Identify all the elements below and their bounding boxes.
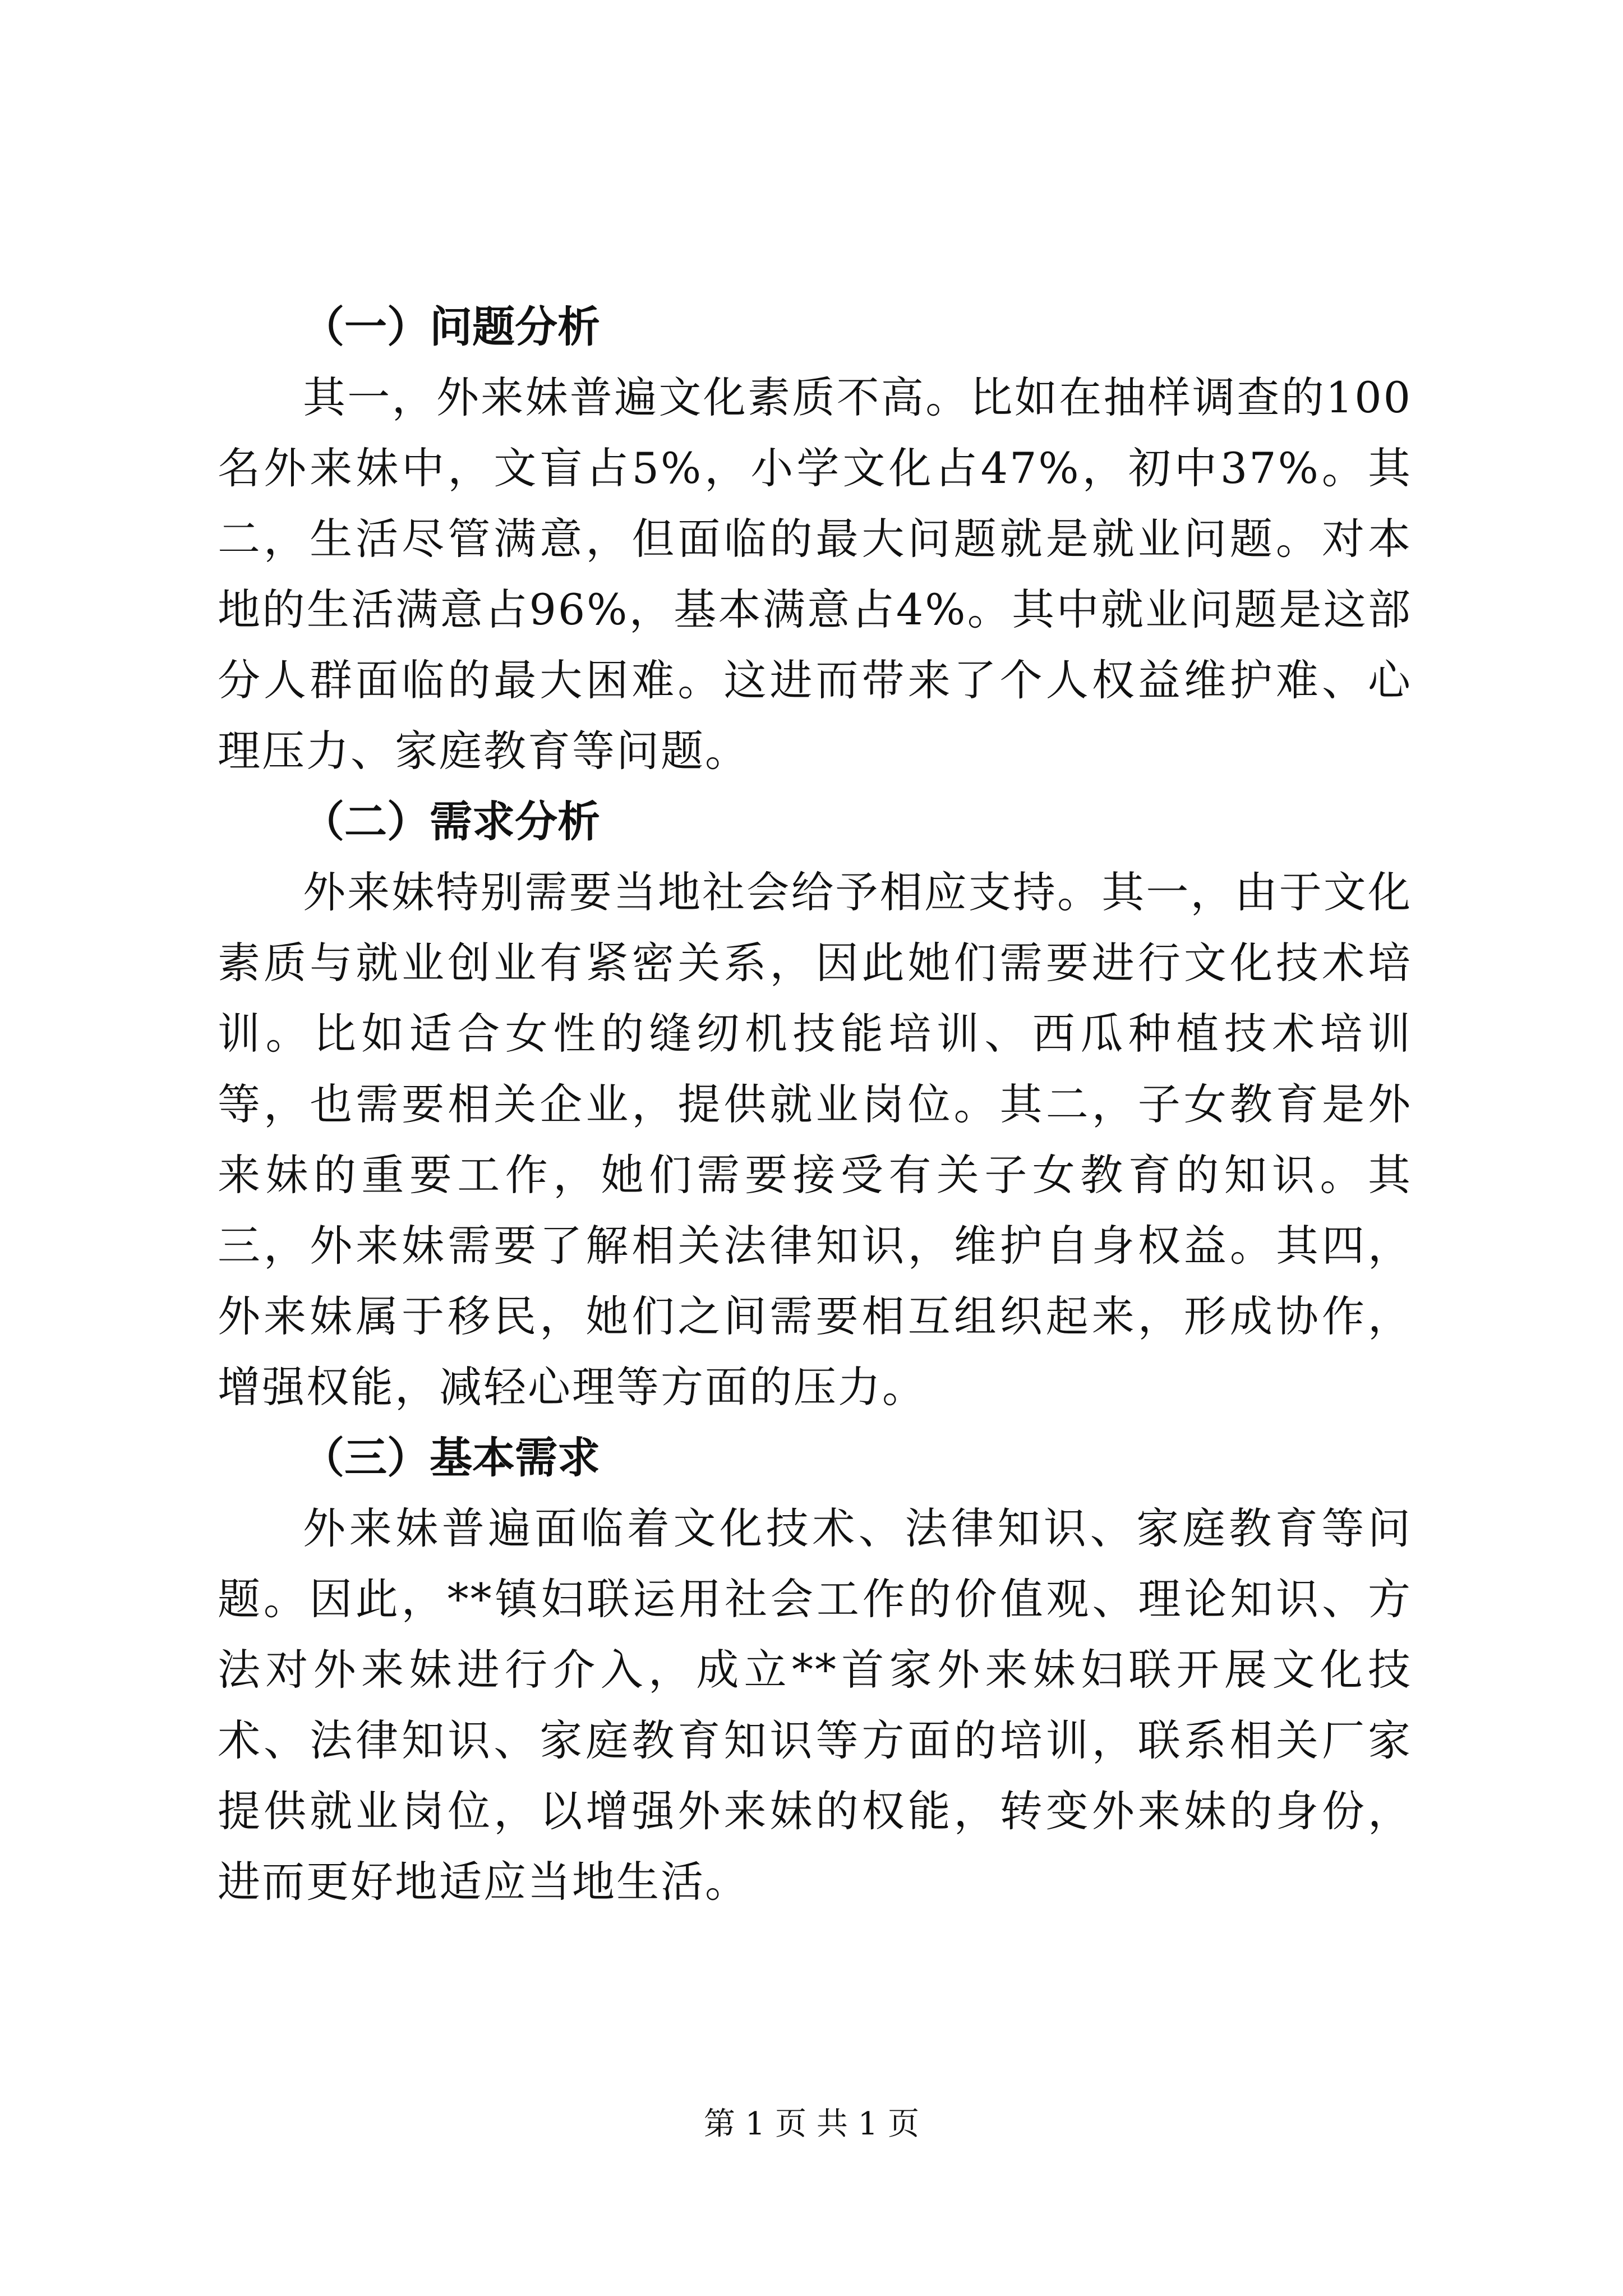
section-paragraph: 外来妹特别需要当地社会给予相应支持。其一，由于文化素质与就业创业有紧密关系，因此她们需要进行文化技术培训。比如适合女性的缝纫机技能培训、西瓜种植技术培训等，也需要相关企业，提供就业岗位。其二，子女教育是外来妹的重要工作，她们需要接受有关子女教育的知识。其三，外来妹需要了解相关法律知识，维护自身权益。其四，外来妹属于移民，她们之间需要相互组织起来，形成协作，增强权能，减轻心理等方面的压力。 (218, 867, 1412, 1412)
document-body (218, 292, 1412, 1917)
section-paragraph: 外来妹普遍面临着文化技术、法律知识、家庭教育等问题。因此，**镇妇联运用社会工作的价值观、理论知识、方法对外来妹进行介入，成立**首家外来妹妇联开展文化技术、法律知识、家庭教育知识等方面的培训，联系相关厂家提供就业岗位，以增强外来妹的权能，转变外来妹的身份，进而更好地适应当地生活。 (218, 1503, 1412, 1907)
section-paragraph: 其一，外来妹普遍文化素质不高。比如在抽样调查的100名外来妹中，文盲占5%，小学文化占47%，初中37%。其二，生活尽管满意，但面临的最大问题就是就业问题。对本地的生活满意占96%，基本满意占4%。其中就业问题是这部分人群面临的最大困难。这进而带来了个人权益维护难、心理压力、家庭教育等问题。 (218, 372, 1412, 776)
section-heading-needs-analysis: （二）需求分析 (302, 797, 600, 846)
section-heading-basic-needs: （三）基本需求 (302, 1433, 600, 1483)
section-heading-problem-analysis: （一）问题分析 (302, 302, 600, 352)
page-footer: 第 1 页 共 1 页 (703, 2106, 920, 2142)
